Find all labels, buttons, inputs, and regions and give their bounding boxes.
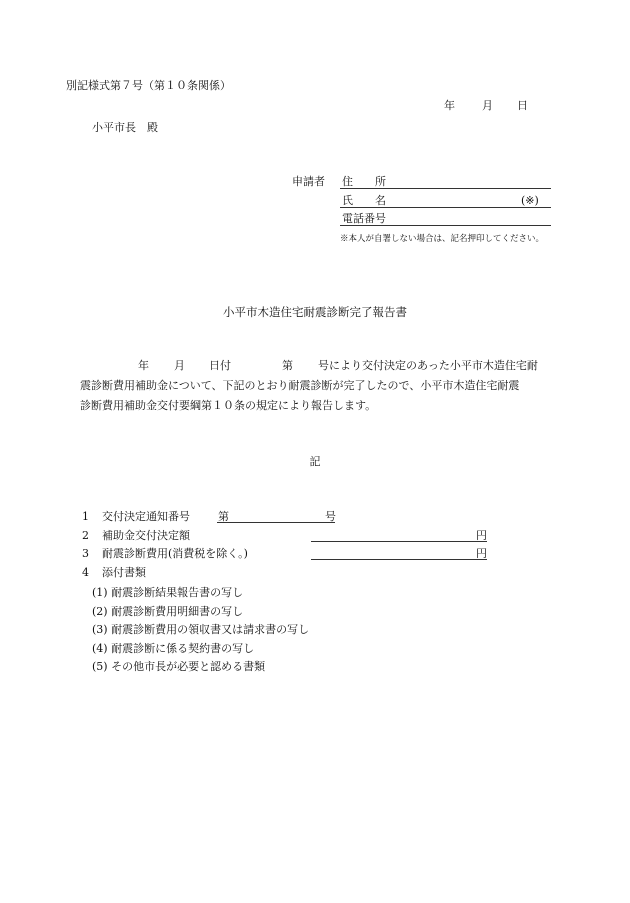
attachment-item: (4) 耐震診断に係る契約書の写し	[92, 642, 255, 655]
item-label-attachments: 添付書類	[102, 566, 146, 579]
address-underline	[340, 188, 551, 189]
item-label-diagnosis-cost: 耐震診断費用(消費税を除く。)	[102, 547, 248, 560]
date-year-label: 年	[444, 99, 455, 112]
body-line-2-text: 震診断費用補助金について、下記のとおり耐震診断が完了したので、小平市木造住宅耐震	[80, 379, 520, 392]
date-month-label: 月	[482, 99, 493, 112]
diagnosis-cost-underline	[311, 559, 487, 560]
attachment-item: (3) 耐震診断費用の領収書又は請求書の写し	[92, 623, 310, 636]
form-number: 別記様式第７号（第１０条関係）	[66, 79, 231, 92]
applicant-label: 申請者	[292, 175, 325, 188]
address-label: 住 所	[342, 175, 386, 188]
seal-mark: (※)	[521, 194, 539, 207]
notice-number-prefix: 第	[218, 510, 229, 523]
addressee: 小平市長 殿	[92, 121, 158, 134]
report-title: 小平市木造住宅耐震診断完了報告書	[223, 305, 407, 319]
body-line-1-rest: 号により交付決定のあった小平市木造住宅耐	[318, 359, 538, 372]
body-year: 年	[138, 359, 149, 372]
date-day-label: 日	[517, 99, 528, 112]
phone-label: 電話番号	[342, 212, 386, 225]
ki-heading: 記	[309, 455, 321, 468]
body-line-3-text: 診断費用補助金交付要綱第１０条の規定により報告します。	[80, 399, 377, 412]
attachment-item: (5) その他市長が必要と認める書類	[92, 660, 266, 673]
body-month: 月	[174, 359, 185, 372]
name-underline	[340, 207, 551, 208]
attachment-item: (2) 耐震診断費用明細書の写し	[92, 605, 244, 618]
grant-amount-underline	[311, 541, 487, 542]
item-number: 2	[82, 529, 89, 542]
item-number: 3	[82, 547, 89, 560]
grant-amount-unit: 円	[476, 529, 487, 542]
item-label-grant-amount: 補助金交付決定額	[102, 529, 190, 542]
notice-number-underline	[217, 522, 335, 523]
item-label-notice-number: 交付決定通知番号	[102, 510, 190, 523]
name-label: 氏 名	[342, 194, 386, 207]
attachment-item: (1) 耐震診断結果報告書の写し	[92, 586, 244, 599]
item-number: 1	[82, 510, 89, 523]
body-dai: 第	[282, 359, 293, 372]
diagnosis-cost-unit: 円	[476, 547, 487, 560]
notice-number-suffix: 号	[325, 510, 336, 523]
applicant-note: ※本人が自署しない場合は、記名押印してください。	[340, 234, 545, 244]
phone-underline	[340, 225, 551, 226]
item-number: 4	[82, 566, 89, 579]
body-day: 日付	[209, 359, 231, 372]
